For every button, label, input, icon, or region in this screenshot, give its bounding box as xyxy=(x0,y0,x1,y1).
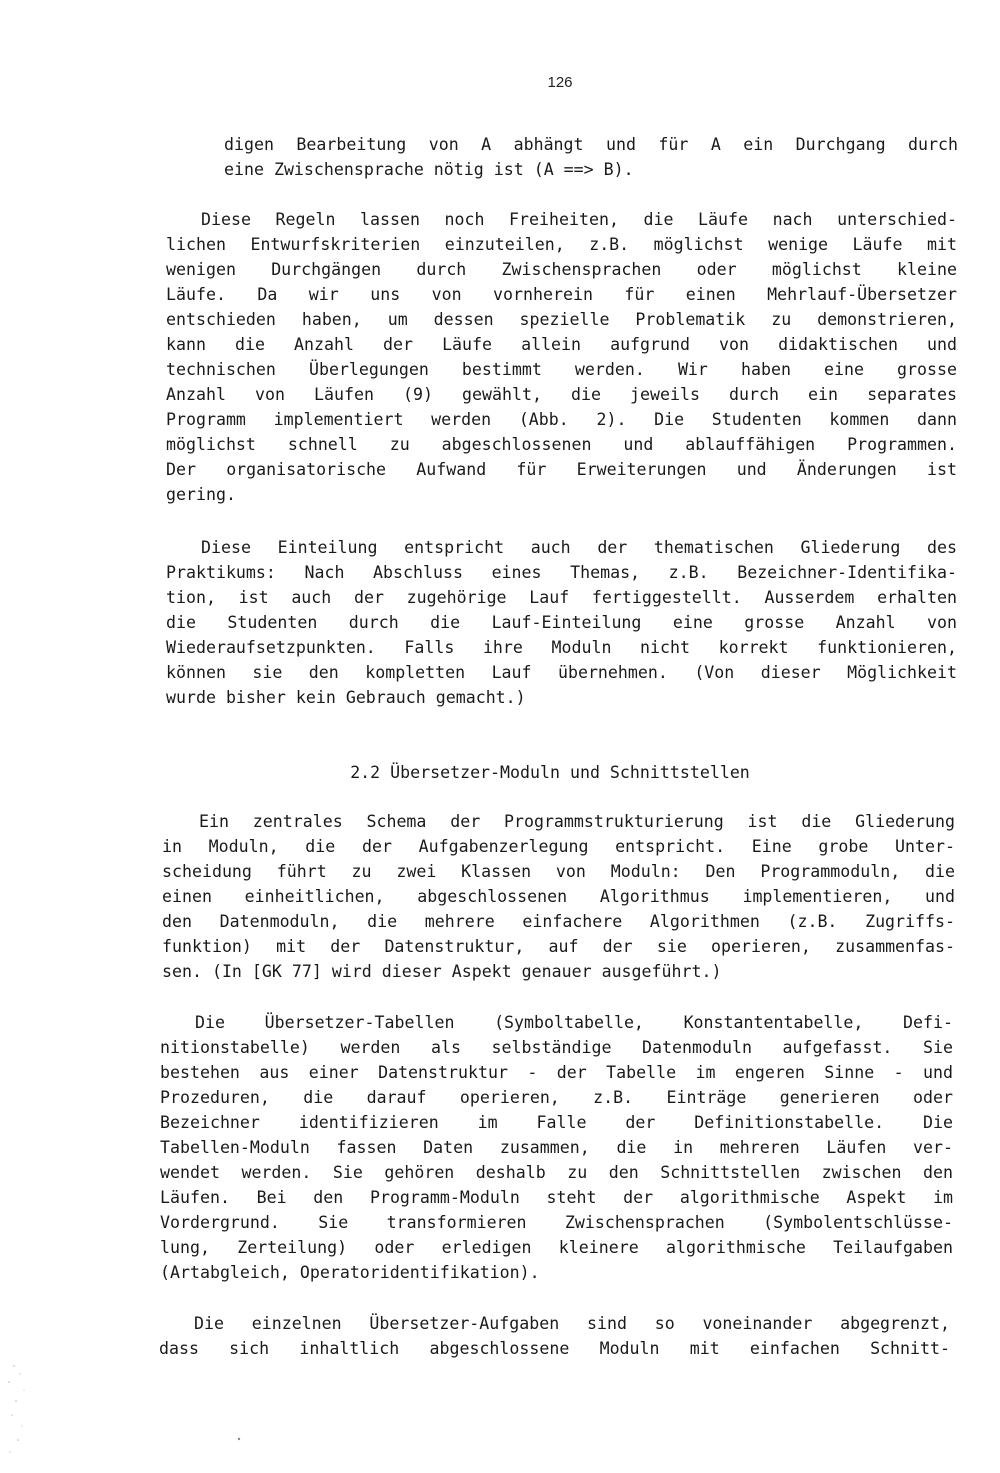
text-line: Prozeduren, die darauf operieren, z.B. Einträge generieren oder xyxy=(160,1088,953,1107)
text-line: (Artabgleich, Operatoridentifikation). xyxy=(160,1263,540,1282)
text-line: bestehen aus einer Datenstruktur - der Tabelle im engeren Sinne - und xyxy=(160,1063,953,1082)
text-line: die Studenten durch die Lauf-Einteilung eine grosse Anzahl von xyxy=(166,613,957,632)
text-line: Bezeichner identifizieren im Falle der Definitionstabelle. Die xyxy=(160,1113,953,1132)
text-line: Läufen. Bei den Programm-Moduln steht der algorithmische Aspekt im xyxy=(160,1188,953,1207)
text-line: wenigen Durchgängen durch Zwischensprachen oder möglichst kleine xyxy=(166,260,957,279)
text-line: kann die Anzahl der Läufe allein aufgrund von didaktischen und xyxy=(166,335,957,354)
text-line: scheidung führt zu zwei Klassen von Moduln: Den Programmoduln, die xyxy=(162,862,955,881)
scan-specks xyxy=(0,1360,40,1460)
text-line: technischen Überlegungen bestimmt werden. Wir haben eine grosse xyxy=(166,360,957,379)
text-line: Programm implementiert werden (Abb. 2). Die Studenten kommen dann xyxy=(166,410,957,429)
text-line: lung, Zerteilung) oder erledigen kleinere algorithmische Teilaufgaben xyxy=(160,1238,953,1257)
text-line: Läufe. Da wir uns von vornherein für einen Mehrlauf-Übersetzer xyxy=(166,285,957,304)
text-line: wendet werden. Sie gehören deshalb zu den Schnittstellen zwischen den xyxy=(160,1163,953,1182)
text-line: digen Bearbeitung von A abhängt und für A ein Durchgang durch xyxy=(224,135,958,154)
text-line: Tabellen-Moduln fassen Daten zusammen, die in mehreren Läufen ver- xyxy=(160,1138,953,1157)
text-line: entschieden haben, um dessen spezielle Problematik zu demonstrieren, xyxy=(166,310,957,329)
text-line: Die einzelnen Übersetzer-Aufgaben sind so voneinander abgegrenzt, xyxy=(194,1314,950,1333)
text-line: funktion) mit der Datenstruktur, auf der sie operieren, zusammenfas- xyxy=(162,937,955,956)
text-line: Wiederaufsetzpunkten. Falls ihre Moduln nicht korrekt funktionieren, xyxy=(166,638,957,657)
text-line: Die Übersetzer-Tabellen (Symboltabelle, Konstantentabelle, Defi- xyxy=(195,1013,953,1032)
text-line: den Datenmoduln, die mehrere einfachere Algorithmen (z.B. Zugriffs- xyxy=(162,912,955,931)
text-line: möglichst schnell zu abgeschlossenen und ablauffähigen Programmen. xyxy=(166,435,957,454)
text-line: lichen Entwurfskriterien einzuteilen, z.B. möglichst wenige Läufe mit xyxy=(166,235,957,254)
text-line: Praktikums: Nach Abschluss eines Themas, z.B. Bezeichner-Identifika- xyxy=(166,563,957,582)
page-number: 126 xyxy=(547,74,573,91)
scan-speck xyxy=(234,1434,244,1444)
text-line: Diese Regeln lassen noch Freiheiten, die Läufe nach unterschied- xyxy=(201,210,957,229)
section-heading: 2.2 Übersetzer-Moduln und Schnittstellen xyxy=(350,763,750,782)
text-line: wurde bisher kein Gebrauch gemacht.) xyxy=(166,688,526,707)
text-line: nitionstabelle) werden als selbständige Datenmoduln aufgefasst. Sie xyxy=(160,1038,953,1057)
text-line: können sie den kompletten Lauf übernehmen. (Von dieser Möglichkeit xyxy=(166,663,957,682)
text-line: Vordergrund. Sie transformieren Zwischensprachen (Symbolentschlüsse- xyxy=(160,1213,953,1232)
text-line: Anzahl von Läufen (9) gewählt, die jeweils durch ein separates xyxy=(166,385,957,404)
text-line: dass sich inhaltlich abgeschlossene Moduln mit einfachen Schnitt- xyxy=(159,1339,950,1358)
text-line: Diese Einteilung entspricht auch der thematischen Gliederung des xyxy=(201,538,957,557)
text-line: sen. (In [GK 77] wird dieser Aspekt genauer ausgeführt.) xyxy=(162,962,722,981)
text-line: Ein zentrales Schema der Programmstrukturierung ist die Gliederung xyxy=(199,812,955,831)
text-line: tion, ist auch der zugehörige Lauf fertiggestellt. Ausserdem erhalten xyxy=(166,588,957,607)
text-line: gering. xyxy=(166,485,236,504)
text-line: Der organisatorische Aufwand für Erweiterungen und Änderungen ist xyxy=(166,460,957,479)
text-line: einen einheitlichen, abgeschlossenen Algorithmus implementieren, und xyxy=(162,887,955,906)
text-line: eine Zwischensprache nötig ist (A ==> B). xyxy=(224,160,634,179)
text-line: in Moduln, die der Aufgabenzerlegung entspricht. Eine grobe Unter- xyxy=(162,837,955,856)
